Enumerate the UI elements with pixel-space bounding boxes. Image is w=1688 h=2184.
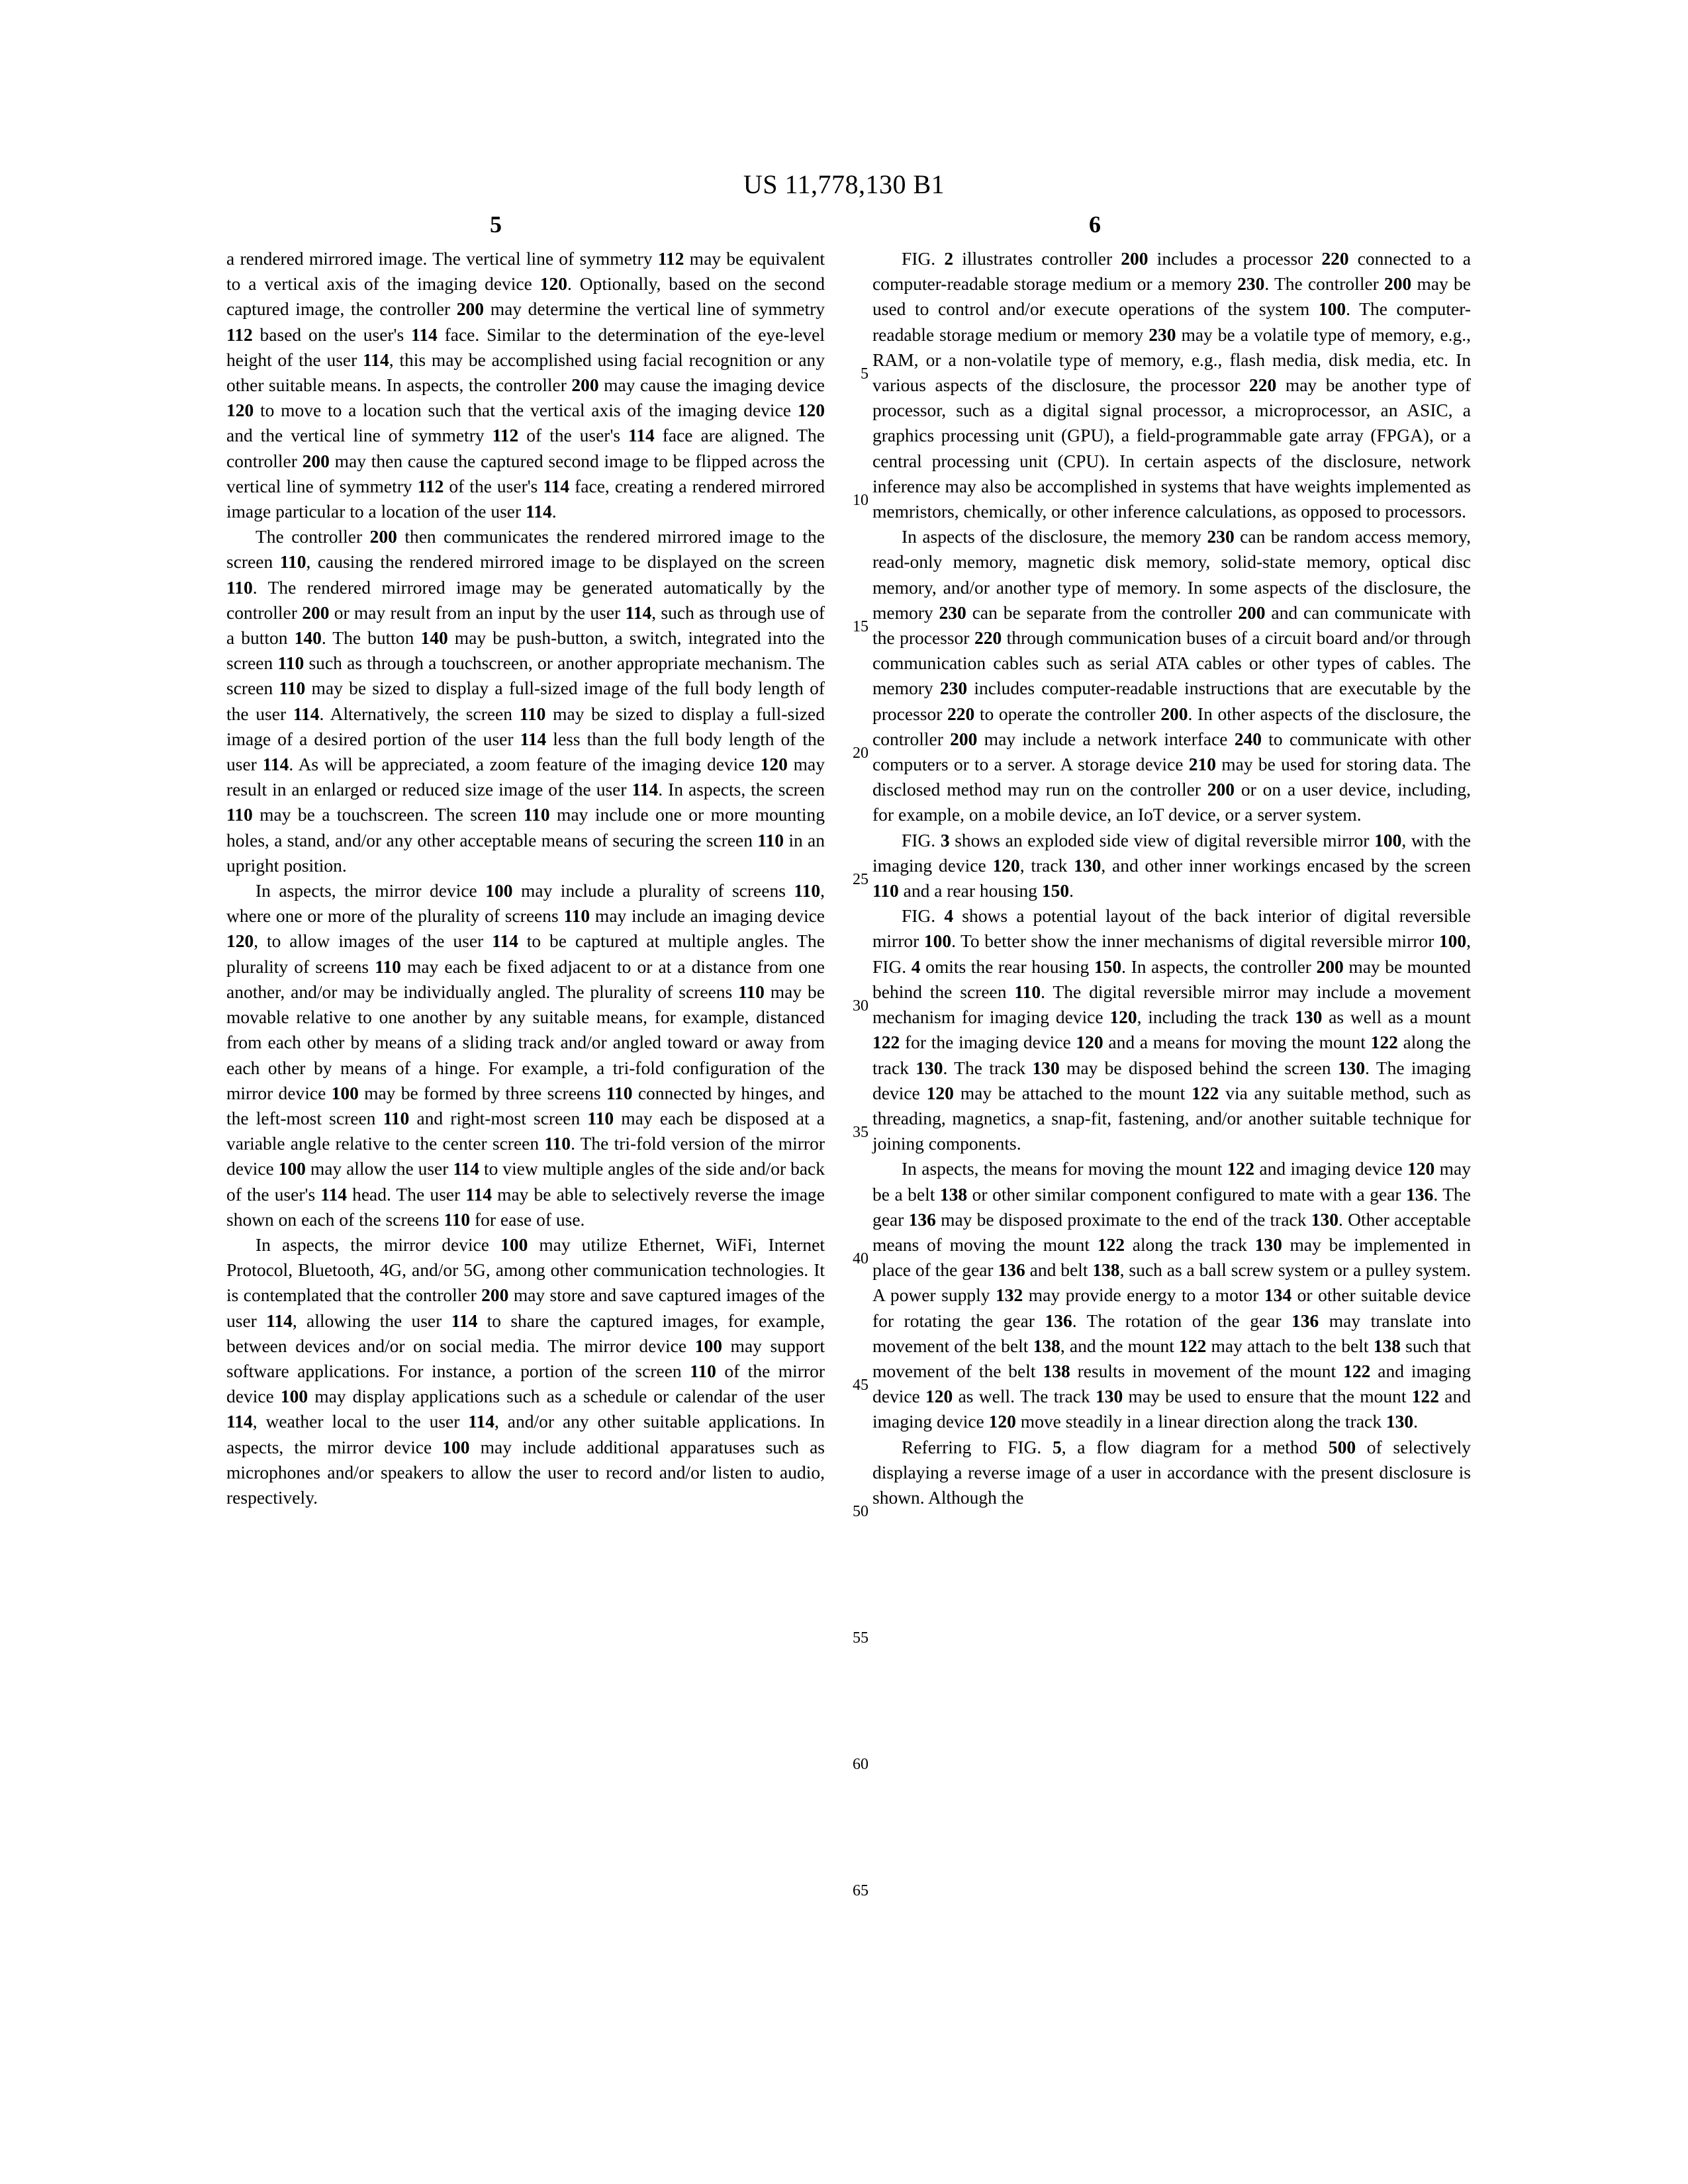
- line-number: 15: [853, 618, 868, 635]
- right-paragraph: In aspects, the means for moving the mount 122 and imaging device 120 may be a belt 138 or other similar component configured to mate with a gear 136. The gear 136 may be disposed proximate to the end of the track 130. Other acceptable means of moving the mount 122 along the track 130 may be implemented in place of the gear 136 and belt 138, such as a ball screw system or a pulley system. A power supply 132 may provide energy to a motor 134 or other suitable device for rotating the gear 136. The rotation of the gear 136 may translate into movement of the belt 138, and the mount 122 may attach to the belt 138 such that movement of the belt 138 results in movement of the mount 122 and imaging device 120 as well. The track 130 may be used to ensure that the mount 122 and imaging device 120 move steadily in a linear direction along the track 130.: [872, 1158, 1472, 1432]
- left-paragraph: In aspects, the mirror device 100 may utilize Ethernet, WiFi, Internet Protocol, Bluetooth, 4G, and/or 5G, among other communication technologies. It is contemplated that the controller 200 may store and save captured images of the user 114, allowing the user 114 to share the captured images, for example, between devices and/or on social media. The mirror device 100 may support software applications. For instance, a portion of the screen 110 of the mirror device 100 may display applications such as a schedule or calendar of the user 114, weather local to the user 114, and/or any other suitable applications. In aspects, the mirror device 100 may include additional apparatuses such as microphones and/or speakers to allow the user to record and/or listen to audio, respectively.: [226, 1234, 825, 1508]
- right-paragraph: In aspects of the disclosure, the memory 230 can be random access memory, read-only memory, magnetic disk memory, solid-state memory, optical disc memory, and/or another type of memory. In some aspects of the disclosure, the memory 230 can be separate from the controller 200 and can communicate with the processor 220 through communication buses of a circuit board and/or through communication cables such as serial ATA cables or other types of cables. The memory 230 includes computer-readable instructions that are executable by the processor 220 to operate the controller 200. In other aspects of the disclosure, the controller 200 may include a network interface 240 to communicate with other computers or to a server. A storage device 210 may be used for storing data. The disclosed method may run on the controller 200 or on a user device, including, for example, on a mobile device, an IoT device, or a server system.: [872, 526, 1472, 825]
- left-column-number: 5: [490, 211, 502, 238]
- right-paragraph: FIG. 4 shows a potential layout of the back interior of digital reversible mirror 100. To better show the inner mechanisms of digital reversible mirror 100, FIG. 4 omits the rear housing 150. In aspects, the controller 200 may be mounted behind the screen 110. The digital reversible mirror may include a movement mechanism for imaging device 120, including the track 130 as well as a mount 122 for the imaging device 120 and a means for moving the mount 122 along the track 130. The track 130 may be disposed behind the screen 130. The imaging device 120 may be attached to the mount 122 via any suitable method, such as threading, magnetics, a snap-fit, fastening, and/or another suitable technique for joining components.: [872, 905, 1471, 1154]
- line-number: 25: [853, 871, 868, 888]
- line-number: 55: [853, 1629, 868, 1647]
- left-text-column: [226, 246, 825, 1510]
- line-number: 35: [853, 1124, 868, 1141]
- line-number: 20: [853, 745, 868, 762]
- line-number: 50: [853, 1503, 868, 1520]
- right-paragraph: Referring to FIG. 5, a flow diagram for a method 500 of selectively displaying a reverse image of a user in accordance with the present disclosure is shown. Although the: [872, 1436, 1471, 1508]
- line-number-gutter: [842, 246, 868, 1967]
- right-paragraph: FIG. 3 shows an exploded side view of digital reversible mirror 100, with the imaging device 120, track 130, and other inner workings encased by the screen 110 and a rear housing 150.: [872, 829, 1471, 901]
- column-numbers: [225, 210, 1470, 237]
- line-number: 10: [853, 492, 868, 509]
- right-column-number: 6: [1089, 211, 1101, 238]
- line-number: 45: [853, 1377, 868, 1394]
- left-paragraph: In aspects, the mirror device 100 may include a plurality of screens 110, where one or more of the plurality of screens 110 may include an imaging device 120, to allow images of the user 114 to be captured at multiple angles. The plurality of screens 110 may each be fixed adjacent to or at a distance from one another, and/or may be individually angled. The plurality of screens 110 may be movable relative to one another by any suitable means, for example, distanced from each other by means of a sliding track and/or angled toward or away from each other by means of a hinge. For example, a tri-fold configuration of the mirror device 100 may be formed by three screens 110 connected by hinges, and the left-most screen 110 and right-most screen 110 may each be disposed at a variable angle relative to the center screen 110. The tri-fold version of the mirror device 100 may allow the user 114 to view multiple angles of the side and/or back of the user's 114 head. The user 114 may be able to selectively reverse the image shown on each of the screens 110 for ease of use.: [226, 880, 825, 1230]
- right-text-column: [872, 246, 1471, 1510]
- patent-number: US 11,778,130 B1: [743, 169, 945, 199]
- line-number: 60: [853, 1756, 868, 1773]
- line-number: 5: [861, 365, 868, 383]
- line-number: 30: [853, 997, 868, 1015]
- line-number: 65: [853, 1882, 868, 1899]
- left-paragraph: a rendered mirrored image. The vertical line of symmetry 112 may be equivalent to a vertical axis of the imaging device 120. Optionally, based on the second captured image, the controller 200 may determine the vertical line of symmetry 112 based on the user's 114 face. Similar to the determination of the eye-level height of the user 114, this may be accomplished using facial recognition or any other suitable means. In aspects, the controller 200 may cause the imaging device 120 to move to a location such that the vertical axis of the imaging device 120 and the vertical line of symmetry 112 of the user's 114 face are aligned. The controller 200 may then cause the captured second image to be flipped across the vertical line of symmetry 112 of the user's 114 face, creating a rendered mirrored image particular to a location of the user 114.: [226, 248, 825, 522]
- right-paragraph: FIG. 2 illustrates controller 200 includes a processor 220 connected to a computer-readable storage medium or a memory 230. The controller 200 may be used to control and/or execute operations of the system 100. The computer-readable storage medium or memory 230 may be a volatile type of memory, e.g., RAM, or a non-volatile type of memory, e.g., flash media, disk media, etc. In various aspects of the disclosure, the processor 220 may be another type of processor, such as a digital signal processor, a microprocessor, an ASIC, a graphics processing unit (GPU), a field-programmable gate array (FPGA), or a central processing unit (CPU). In certain aspects of the disclosure, network inference may also be accomplished in systems that have weights implemented as memristors, chemically, or other inference calculations, as opposed to processors.: [872, 248, 1472, 522]
- left-paragraph: The controller 200 then communicates the rendered mirrored image to the screen 110, causing the rendered mirrored image to be displayed on the screen 110. The rendered mirrored image may be generated automatically by the controller 200 or may result from an input by the user 114, such as through use of a button 140. The button 140 may be push-button, a switch, integrated into the screen 110 such as through a touchscreen, or another appropriate mechanism. The screen 110 may be sized to display a full-sized image of the full body length of the user 114. Alternatively, the screen 110 may be sized to display a full-sized image of a desired portion of the user 114 less than the full body length of the user 114. As will be appreciated, a zoom feature of the imaging device 120 may result in an enlarged or reduced size image of the user 114. In aspects, the screen 110 may be a touchscreen. The screen 110 may include one or more mounting holes, a stand, and/or any other acceptable means of securing the screen 110 in an upright position.: [226, 526, 825, 876]
- line-number: 40: [853, 1250, 868, 1267]
